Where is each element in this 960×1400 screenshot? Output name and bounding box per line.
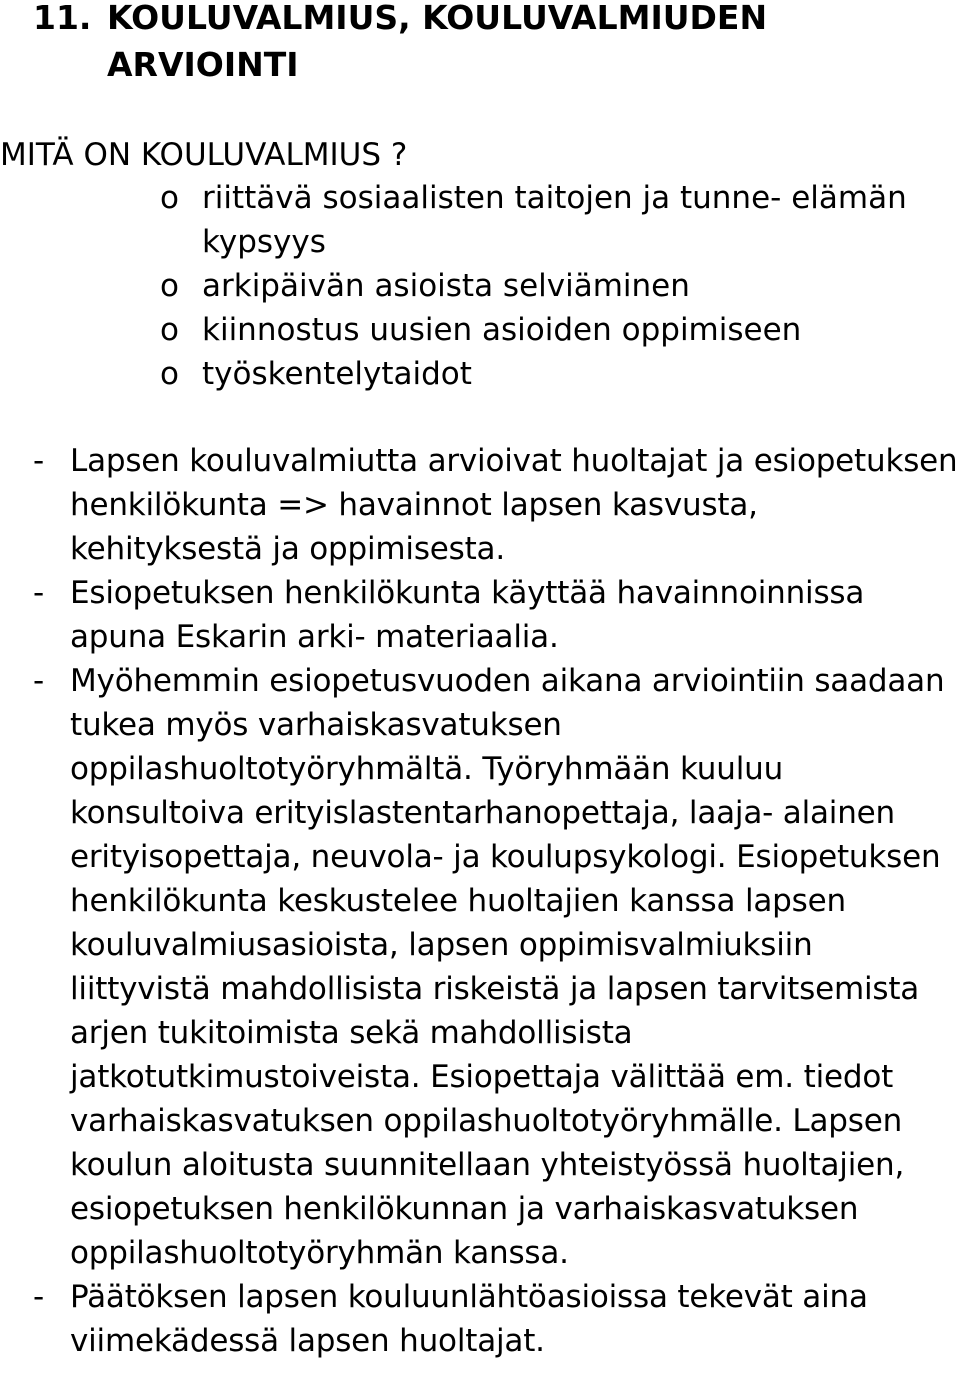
list-item-text: kiinnostus uusien asioiden oppimiseen [202, 312, 802, 348]
section-title: KOULUVALMIUS, KOULUVALMIUDEN ARVIOINTI [107, 0, 768, 84]
list-item-text: Esiopetuksen henkilökunta käyttää havainnoinnissa apuna Eskarin arki- materiaalia. [70, 575, 865, 655]
list-item [33, 439, 958, 571]
circle-bullet-list [160, 176, 940, 396]
circle-bullet-marker: o [160, 312, 179, 348]
circle-bullet-marker: o [160, 180, 179, 216]
list-item-text: Myöhemmin esiopetusvuoden aikana arviointiin saadaan tukea myös varhaiskasvatuksen oppilashuoltotyöryhmältä. Työryhmään kuuluu konsultoiva erityislastentarhanopettaja, laaja- alainen erityisopettaja, neuvola- ja koulupsykologi. Esiopetuksen henkilökunta keskustelee huoltajien kanssa lapsen kouluvalmiusasioista, lapsen oppimisvalmiuksiin liittyvistä mahdollisista riskeistä ja lapsen tarvitsemista arjen tukitoimista sekä mahdollisista jatkotutkimustoiveista. Esiopettaja välittää em. tiedot varhaiskasvatuksen oppilashuoltotyöryhmälle. Lapsen koulun aloitusta suunnitellaan yhteistyössä huoltajien, esiopetuksen henkilökunnan ja varhaiskasvatuksen oppilashuoltotyöryhmän kanssa. [70, 663, 945, 1271]
dash-bullet-marker: - [33, 575, 45, 611]
list-item-text: työskentelytaidot [202, 356, 472, 392]
list-item-text: Päätöksen lapsen kouluunlähtöasioissa tekevät aina viimekädessä lapsen huoltajat. [70, 1279, 868, 1359]
section-heading [33, 0, 887, 88]
dash-bullet-marker: - [33, 1279, 45, 1315]
list-item [160, 176, 940, 264]
list-item [160, 264, 940, 308]
section-number: 11. [33, 0, 92, 37]
dash-bullet-marker: - [33, 443, 45, 479]
list-item-text: arkipäivän asioista selviäminen [202, 268, 690, 304]
question-heading: MITÄ ON KOULUVALMIUS ? [0, 137, 408, 173]
dash-bullet-marker: - [33, 663, 45, 699]
list-item [160, 352, 940, 396]
list-item [33, 659, 958, 1275]
circle-bullet-marker: o [160, 268, 179, 304]
list-item [33, 571, 958, 659]
dash-bullet-list [33, 439, 958, 1363]
circle-bullet-marker: o [160, 356, 179, 392]
list-item-text: Lapsen kouluvalmiutta arvioivat huoltajat ja esiopetuksen henkilökunta => havainnot lapsen kasvusta, kehityksestä ja oppimisesta. [70, 443, 958, 567]
list-item [160, 308, 940, 352]
list-item [33, 1275, 958, 1363]
list-item-text: riittävä sosiaalisten taitojen ja tunne- elämän kypsyys [202, 180, 907, 260]
